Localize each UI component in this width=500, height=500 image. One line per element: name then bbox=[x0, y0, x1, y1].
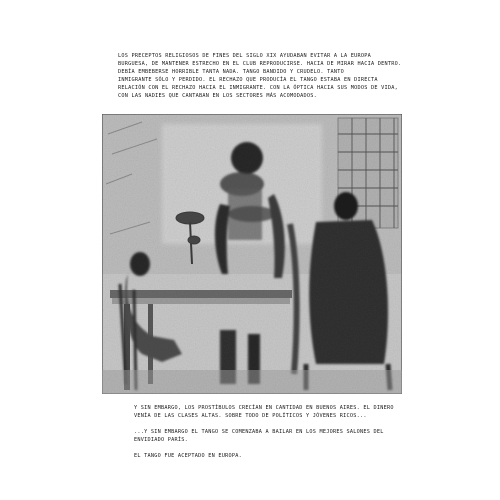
intro-line: INMIGRANTE SÓLO Y PERDIDO. EL RECHAZO QUE PRODUCÍA EL TANGO ESTABA EN DIRECTA bbox=[118, 77, 378, 83]
intro-line: LOS PRECEPTOS RELIGIOSOS DE FINES DEL SIGLO XIX AYUDABAN EVITAR A LA EUROPA bbox=[118, 53, 371, 59]
intro-text bbox=[118, 52, 402, 100]
intro-line: DEBÍA EMBEBERSE HORRIBLE TANTA NADA. TANGO BANDIDO Y CRUDELO. TANTO bbox=[118, 69, 345, 75]
intro-line: RELACIÓN CON EL RECHAZO HACIA EL INMIGRANTE. CON LA ÓPTICA HACIA SUS MODOS DE VIDA, bbox=[118, 85, 398, 91]
caption-paragraph-2 bbox=[134, 428, 404, 444]
caption-line: Y SIN EMBARGO, LOS PROSTÍBULOS CRECÍAN EN CANTIDAD EN BUENOS AIRES. EL DINERO bbox=[134, 405, 394, 411]
comic-page bbox=[66, 0, 438, 500]
intro-line: CON LAS NADIES QUE CANTABAN EN LOS SECTORES MÁS ACOMODADOS. bbox=[118, 93, 318, 99]
caption-line: VENÍA DE LAS CLASES ALTAS. SOBRE TODO DE POLÍTICOS Y JÓVENES RICOS... bbox=[134, 413, 367, 419]
illustration-panel bbox=[102, 114, 402, 394]
caption-line: ENVIDIADO PARÍS. bbox=[134, 437, 188, 443]
caption-paragraph-1 bbox=[134, 404, 404, 420]
caption-line: ...Y SIN EMBARGO EL TANGO SE COMENZABA A BAILAR EN LOS MEJORES SALONES DEL bbox=[134, 429, 384, 435]
caption-paragraph-3 bbox=[134, 452, 404, 460]
intro-line: BURGUESA, DE MANTENER ESTRECHO EN EL CLUB REPRODUCIRSE. HACIA DE MIRAR HACIA DENTRO. bbox=[118, 61, 402, 67]
caption-line: EL TANGO FUE ACEPTADO EN EUROPA. bbox=[134, 453, 242, 459]
